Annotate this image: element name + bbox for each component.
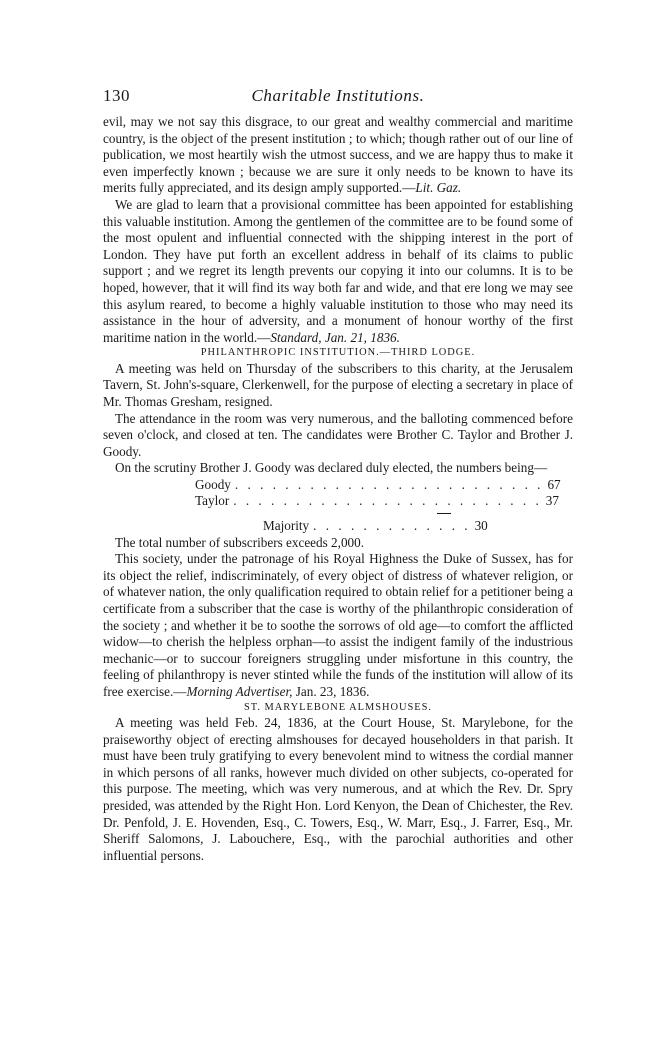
section-heading-philanthropic: PHILANTHROPIC INSTITUTION.—THIRD LODGE.: [200, 347, 476, 359]
source-citation: Standard,: [270, 329, 322, 345]
majority-label: Majority: [263, 518, 310, 534]
dot-leader: . . . . . . . . . . . . . . . . . . . . . . . . .: [234, 476, 544, 492]
vote-row: [195, 493, 559, 510]
source-date: Jan. 23, 1836.: [292, 684, 370, 699]
source-citation: Lit. Gaz.: [415, 180, 462, 196]
paragraph-5: On the scrutiny Brother J. Goody was declared duly elected, the numbers being—: [115, 460, 548, 476]
source-date: Jan. 21, 1836.: [321, 329, 400, 345]
vote-count: 37: [545, 493, 559, 509]
running-title: Charitable Institutions.: [251, 86, 425, 105]
dot-leader: . . . . . . . . . . . . . . . . . . . . . . . . .: [233, 493, 542, 509]
vote-count: 67: [547, 476, 561, 492]
page-header: [103, 88, 573, 114]
section-heading-marylebone: ST. MARYLEBONE ALMSHOUSES.: [243, 701, 433, 713]
majority-row: [263, 518, 488, 535]
page-number: 130: [103, 86, 130, 105]
paragraph-6: The total number of subscribers exceeds 2,000.: [115, 534, 365, 550]
paragraph-4: The attendance in the room was very numerous, and the balloting commenced before seven o'clock, and closed at ten. The candidates were Brother C. Taylor and Brother J. Goody.: [103, 410, 573, 459]
document-page: [103, 88, 573, 864]
vote-row: [195, 476, 561, 494]
vote-table: [195, 476, 561, 510]
paragraph-7: This society, under the patronage of his Royal Highness the Duke of Sussex, has for its object the relief, indiscriminately, of every object of distress of whatever religion, or of whatever nation, the only qualification required to obtain relief for a petitioner being a certificate from a subscriber that the case is worthy of the philanthropic consideration of the society ; and whether it be to soothe the sorrows of old age—to comfort the afflicted widow—to cherish the helpless orphan—to assist the indigent family of the industrious mechanic—or to succour foreigners struggling under misfortune in this country, the feeling of philanthropy is never stinted while the funds of the institution will allow of its free exercise.—Morning Advertiser, Jan. 23, 1836.: [103, 551, 573, 699]
dot-leader: . . . . . . . . . . . . .: [313, 518, 471, 534]
candidate-name: Taylor: [195, 493, 230, 509]
paragraph-8: A meeting was held Feb. 24, 1836, at the Court House, St. Marylebone, for the praiseworthy object of erecting almshouses for decayed householders in that parish. It must have been truly gratifying to every benevolent mind to witness the cordial manner in which persons of all ranks, however much divided on other subjects, co-operated for this purpose. The meeting, which was very numerous, and at which the Rev. Dr. Spry presided, was attended by the Right Hon. Lord Kenyon, the Dean of Chichester, the Rev. Dr. Penfold, J. E. Hovenden, Esq., C. Towers, Esq., W. Marr, Esq., J. Farrer, Esq., Mr. Sheriff Salomons, J. Labouchere, Esq., with the parochial authorities and other influential persons.: [103, 715, 573, 863]
paragraph-3: A meeting was held on Thursday of the subscribers to this charity, at the Jerusalem Tavern, St. John's-square, Clerkenwell, for the purpose of electing a secretary in place of Mr. Thomas Gresham, resigned.: [103, 360, 573, 409]
paragraph-1: evil, may we not say this disgrace, to our great and wealthy commercial and maritime country, is the object of the present institution ; to which; though rather out of our line of publication, we most heartily wish the utmost success, and we are happy thus to make it even imperfectly known ; because we are sure it only needs to be known to have its merits fully appreciated, and its design amply supported.—Lit. Gaz.: [103, 114, 573, 196]
paragraph-2: We are glad to learn that a provisional committee has been appointed for establishing this valuable institution. Among the gentlemen of the committee are to be found some of the most opulent and influential connected with the shipping interest in the port of London. They have put forth an excellent address in behalf of its claims to public support ; and we regret its length prevents our copying it into our columns. It is to be hoped, however, that it will find its way both far and wide, and that ere long we may see this asylum reared, to become a highly valuable institution to those who may need its assistance in the hour of adversity, and a monument of honour worthy of the first maritime nation in the world.—Standard, Jan. 21, 1836.: [103, 196, 573, 345]
majority-count: 30: [474, 518, 488, 534]
source-citation: Morning Advertiser,: [186, 684, 293, 699]
candidate-name: Goody: [195, 476, 231, 492]
